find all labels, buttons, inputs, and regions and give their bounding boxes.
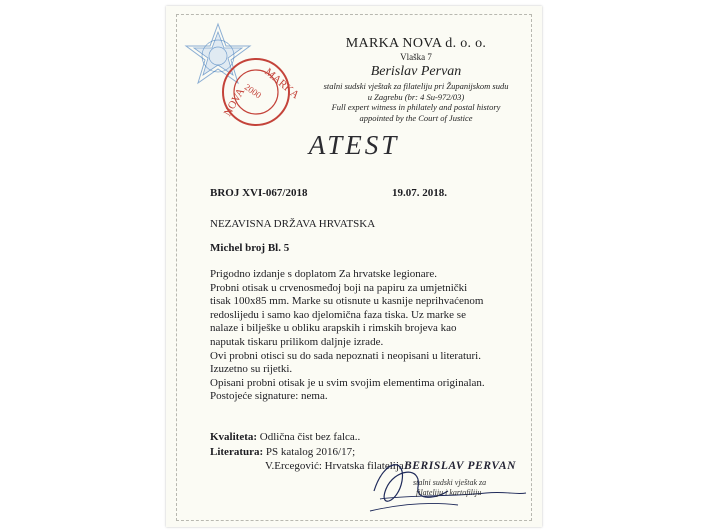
literature-label: Literatura: bbox=[210, 446, 264, 458]
literature-value-2: V.Ercegović: Hrvatska filatelija bbox=[265, 460, 404, 472]
marka-nova-seal bbox=[170, 12, 306, 148]
literature-value: PS katalog 2016/17; bbox=[265, 446, 356, 458]
svg-text:2000: 2000 bbox=[242, 81, 264, 101]
description-line: Prigodno izdanje s doplatom Za hrvatske legionare. bbox=[210, 268, 437, 280]
description-line: tisak 100x85 mm. Marke su otisnute u kasnije neprihvaćenom bbox=[210, 295, 484, 308]
expert-title-line: stalni sudski vještak za filateliju pri Županijskom sudu bbox=[323, 81, 509, 91]
stamp-line-2: filateliju i kartofiliju bbox=[416, 488, 482, 497]
description-line: nalaze i bilješke u obliku arapskih i rimskih brojeva kao bbox=[210, 322, 457, 335]
court-number-line: u Zagrebu (br: 4 Su-972/03) bbox=[367, 91, 465, 102]
document-title: ATEST bbox=[308, 130, 400, 160]
country-name: NEZAVISNA DRŽAVA HRVATSKA bbox=[210, 218, 376, 230]
description-line: Izuzetno su rijetki. bbox=[210, 363, 293, 376]
stamp-name: BERISLAV PERVAN bbox=[404, 460, 517, 472]
street-address: Vlaška 7 bbox=[400, 52, 432, 62]
svg-text:NOVA: NOVA bbox=[221, 86, 248, 119]
literature-row bbox=[210, 446, 355, 459]
description-line: redoslijedu i samo kao djelomična faza tiska. Uz marke se bbox=[210, 308, 466, 321]
description-line: Probni otisak u crvenosmeđoj boji na papiru za umjetnički bbox=[210, 281, 468, 294]
seal-ring bbox=[222, 59, 302, 125]
star-emblem-icon bbox=[186, 24, 250, 83]
quality-label: Kvaliteta: bbox=[210, 431, 258, 443]
certificate-date: 19.07. 2018. bbox=[392, 187, 447, 199]
description-line: Postojeće signature: nema. bbox=[210, 390, 328, 403]
quality-row bbox=[210, 431, 360, 444]
description-line: naputak tiskaru prilikom daljnje izrade. bbox=[210, 335, 384, 348]
svg-text:MARKA: MARKA bbox=[262, 65, 302, 102]
expert-name: Berislav Pervan bbox=[370, 64, 462, 79]
description-text bbox=[210, 268, 510, 404]
certificate-page bbox=[166, 6, 542, 527]
company-name: MARKA NOVA d. o. o. bbox=[345, 36, 487, 51]
description-line: Ovi probni otisci su do sada nepoznati i neopisani u literaturi. bbox=[210, 349, 481, 362]
issuer-header bbox=[306, 36, 526, 123]
certificate-number: BROJ XVI-067/2018 bbox=[210, 187, 308, 199]
quality-value: Odlična čist bez falca.. bbox=[259, 431, 361, 443]
court-appointment-en: appointed by the Court of Justice bbox=[359, 112, 473, 123]
michel-number: Michel broj Bl. 5 bbox=[210, 242, 290, 254]
description-line: Opisani probni otisak je u svim svojim elementima originalan. bbox=[210, 376, 485, 389]
expert-title-en: Full expert witness in philately and postal history bbox=[331, 102, 501, 112]
stamp-line-1: stalni sudski vještak za bbox=[413, 478, 487, 487]
